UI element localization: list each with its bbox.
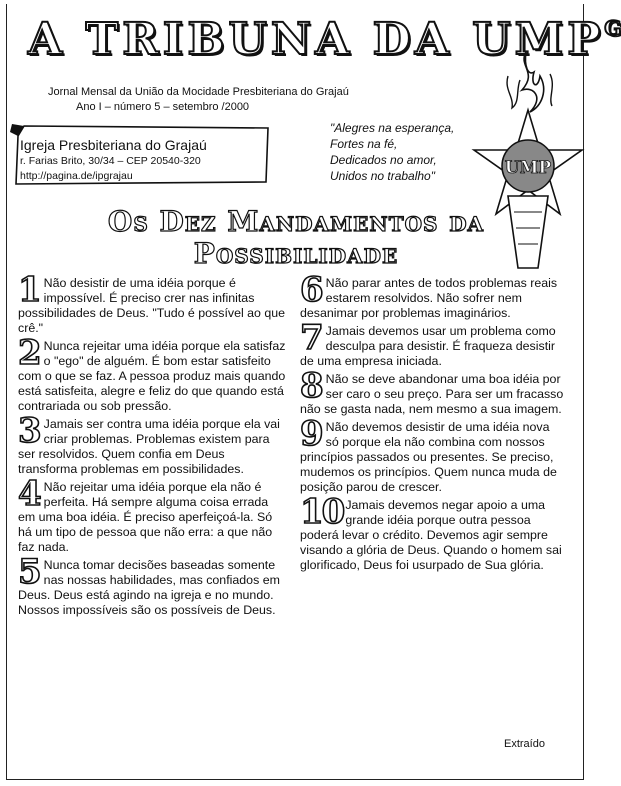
commandment-item — [18, 270, 286, 336]
commandment-item — [18, 333, 286, 414]
commandment-text: Não devemos desistir de uma idéia nova só porque ela não combina com nossos princípios passados ou presentes. Se preciso, mudemos os princípios. Quem nunca muda de posição parou de crescer. — [300, 420, 557, 494]
church-address: r. Farias Brito, 30/34 – CEP 20540-320 — [20, 155, 201, 167]
commandment-item — [300, 414, 564, 495]
commandments-column-left — [18, 270, 286, 621]
source-credit: Extraído — [504, 738, 545, 750]
motto-line: "Alegres na esperança, — [330, 121, 455, 135]
headline-line: Os Dez Mandamentos da — [107, 205, 485, 238]
commandments-column-right — [300, 270, 564, 576]
issue-info: Ano I – número 5 – setembro /2000 — [76, 101, 250, 113]
commandment-text: Jamais ser contra uma idéia porque ela vai criar problemas. Problemas existem para ser resolvidos. Quem confia em Deus transforma problemas em possibilidades. — [18, 417, 280, 476]
masthead-superscript: G — [604, 16, 621, 40]
commandment-number: 9 — [300, 414, 324, 454]
commandment-number: 4 — [18, 474, 42, 514]
commandment-number: 1 — [18, 270, 42, 310]
article-headline — [96, 206, 496, 270]
newspaper-subtitle: Jornal Mensal da União da Mocidade Presbiteriana do Grajaú — [48, 86, 349, 98]
commandment-text: Jamais devemos negar apoio a uma grande idéia porque outra pessoa poderá levar o crédito. Devemos agir sempre visando a glória de Deus. Quando o homem sai glorificado, Deus foi usurpado de Sua glória. — [300, 498, 562, 572]
commandment-item — [18, 552, 286, 618]
church-name: Igreja Presbiteriana do Grajaú — [20, 137, 207, 153]
commandment-number: 2 — [18, 333, 42, 373]
commandment-text: Nunca tomar decisões baseadas somente nas nossas habilidades, mas confiados em Deus. Deus está agindo na igreja e no mundo. Nossos impossíveis são os possíveis de Deus. — [18, 558, 280, 617]
commandment-text: Não parar antes de todos problemas reais estarem resolvidos. Não sofrer nem desanimar por problemas imaginários. — [300, 276, 558, 320]
commandment-text: Nunca rejeitar uma idéia porque ela satisfaz o "ego" de alguém. É bom estar satisfeito com o que se faz. A pessoa produz mais quando está satisfeita, alegre e feliz do que quando está contrariada ou sob pressão. — [18, 339, 286, 413]
commandment-item — [300, 492, 564, 573]
commandment-item — [18, 474, 286, 555]
commandment-number: 3 — [18, 411, 42, 451]
commandment-text: Não desistir de uma idéia porque é impossível. É preciso crer nas infinitas possibilidades de Deus. "Tudo é possível ao que crê." — [18, 276, 286, 335]
headline-line: Possibilidade — [193, 237, 399, 270]
motto-line: Dedicados no amor, — [330, 153, 437, 167]
motto-line: Unidos no trabalho" — [330, 169, 435, 183]
motto-line: Fortes na fé, — [330, 137, 398, 151]
commandment-text: Não se deve abandonar uma boa idéia por ser caro o seu preço. Para ser um fracasso não se gasta nada, nem mesmo a sua imagem. — [300, 372, 564, 416]
commandment-text: Não rejeitar uma idéia porque ela não é perfeita. Há sempre alguma coisa errada em uma boa idéia. É preciso aperfeiçoá-la. Só há um tipo de pessoa que não erra: a que não faz nada. — [18, 480, 273, 554]
church-url: http://pagina.de/ipgrajau — [20, 170, 133, 182]
commandment-item — [18, 411, 286, 477]
commandment-number: 5 — [18, 552, 42, 592]
masthead-title-text: A TRIBUNA DA UMP — [28, 14, 605, 65]
commandment-item — [300, 366, 564, 417]
commandment-number: 7 — [300, 318, 324, 358]
commandment-number: 6 — [300, 270, 324, 310]
logo-text: UMP — [504, 158, 552, 178]
commandment-number: 10 — [300, 492, 344, 532]
commandment-item — [300, 318, 564, 369]
commandment-text: Jamais devemos usar um problema como desculpa para desistir. É fraqueza desistir de uma empresa iniciada. — [300, 324, 556, 368]
motto — [330, 120, 454, 184]
commandment-number: 8 — [300, 366, 324, 406]
commandment-item — [300, 270, 564, 321]
